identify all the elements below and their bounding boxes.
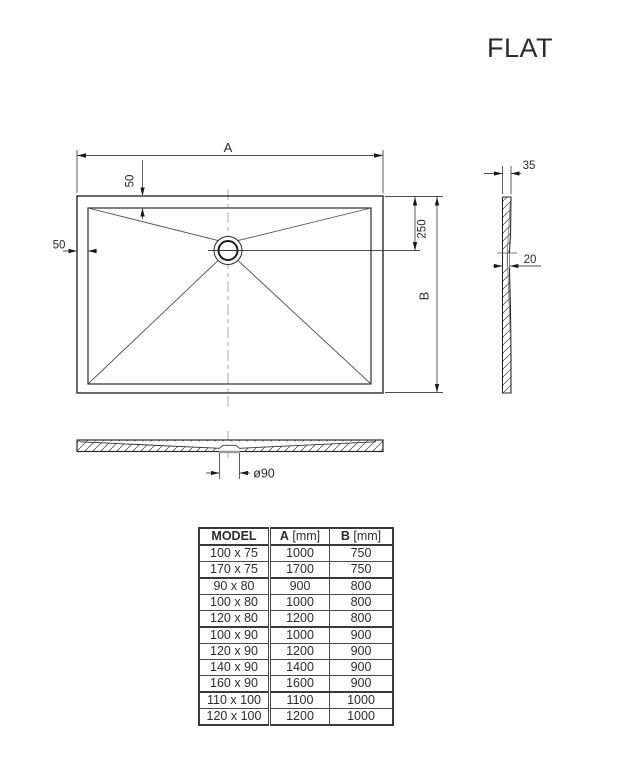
table-row <box>199 627 393 644</box>
a-cell: 1400 <box>270 660 330 676</box>
a-cell: 1200 <box>270 611 330 628</box>
model-cell: 110 x 100 <box>199 692 270 709</box>
model-cell: 170 x 75 <box>199 562 270 579</box>
b-cell: 800 <box>330 578 394 595</box>
dim-250 <box>385 197 443 251</box>
model-cell: 160 x 90 <box>199 676 270 693</box>
dim-drain-diameter <box>206 453 275 481</box>
dim-label-b: B <box>416 291 432 301</box>
dim-label-a: A <box>223 140 233 155</box>
tray-inner-edge <box>88 208 371 384</box>
table-row <box>199 692 393 709</box>
dim-label-50-left: 50 <box>52 239 66 252</box>
dim-35 <box>484 160 535 194</box>
model-cell: 90 x 80 <box>199 578 270 595</box>
tray-outline <box>77 196 383 393</box>
b-cell: 750 <box>330 545 394 562</box>
b-cell: 750 <box>330 562 394 579</box>
a-cell: 1200 <box>270 644 330 660</box>
header-a-mm: A [mm] <box>270 528 330 545</box>
table-row <box>199 660 393 676</box>
side-view <box>484 160 541 393</box>
header-model: MODEL <box>199 528 270 545</box>
a-cell: 900 <box>270 578 330 595</box>
header-b-mm: B [mm] <box>330 528 394 545</box>
a-cell: 1000 <box>270 545 330 562</box>
a-cell: 1000 <box>270 595 330 611</box>
b-cell: 1000 <box>330 692 394 709</box>
b-cell: 1000 <box>330 709 394 726</box>
model-cell: 120 x 100 <box>199 709 270 726</box>
dim-label-35: 35 <box>522 160 536 172</box>
dim-label-diameter-90: ø90 <box>253 466 275 481</box>
dim-a <box>77 140 383 193</box>
table-row <box>199 595 393 611</box>
dim-b <box>385 197 443 393</box>
model-cell: 120 x 90 <box>199 644 270 660</box>
size-table <box>198 527 394 726</box>
top-view <box>53 140 443 408</box>
model-cell: 100 x 80 <box>199 595 270 611</box>
a-cell: 1100 <box>270 692 330 709</box>
b-cell: 900 <box>330 627 394 644</box>
table-row <box>199 545 393 562</box>
b-cell: 900 <box>330 660 394 676</box>
dim-50-left <box>53 240 97 254</box>
dim-label-250: 250 <box>416 219 429 239</box>
model-cell: 140 x 90 <box>199 660 270 676</box>
model-cell: 120 x 80 <box>199 611 270 628</box>
page-title: FLAT <box>487 33 554 63</box>
table-row <box>199 676 393 693</box>
section-view <box>77 431 383 481</box>
a-cell: 1600 <box>270 676 330 693</box>
b-cell: 900 <box>330 676 394 693</box>
table-header-row <box>199 528 393 545</box>
table-row <box>199 578 393 595</box>
a-cell: 1700 <box>270 562 330 579</box>
dim-label-20: 20 <box>523 254 537 266</box>
side-profile <box>503 197 512 393</box>
b-cell: 800 <box>330 595 394 611</box>
side-drain-recess <box>503 253 509 268</box>
table-row <box>199 562 393 579</box>
a-cell: 1200 <box>270 709 330 726</box>
dim-20 <box>493 254 541 268</box>
table-row <box>199 644 393 660</box>
dim-label-50-top: 50 <box>124 174 137 188</box>
b-cell: 800 <box>330 611 394 628</box>
table-row <box>199 709 393 726</box>
dim-50-top <box>125 160 145 219</box>
model-cell: 100 x 75 <box>199 545 270 562</box>
surface-slope-lines <box>88 208 371 384</box>
table-row <box>199 611 393 628</box>
model-cell: 100 x 90 <box>199 627 270 644</box>
b-cell: 900 <box>330 644 394 660</box>
a-cell: 1000 <box>270 627 330 644</box>
